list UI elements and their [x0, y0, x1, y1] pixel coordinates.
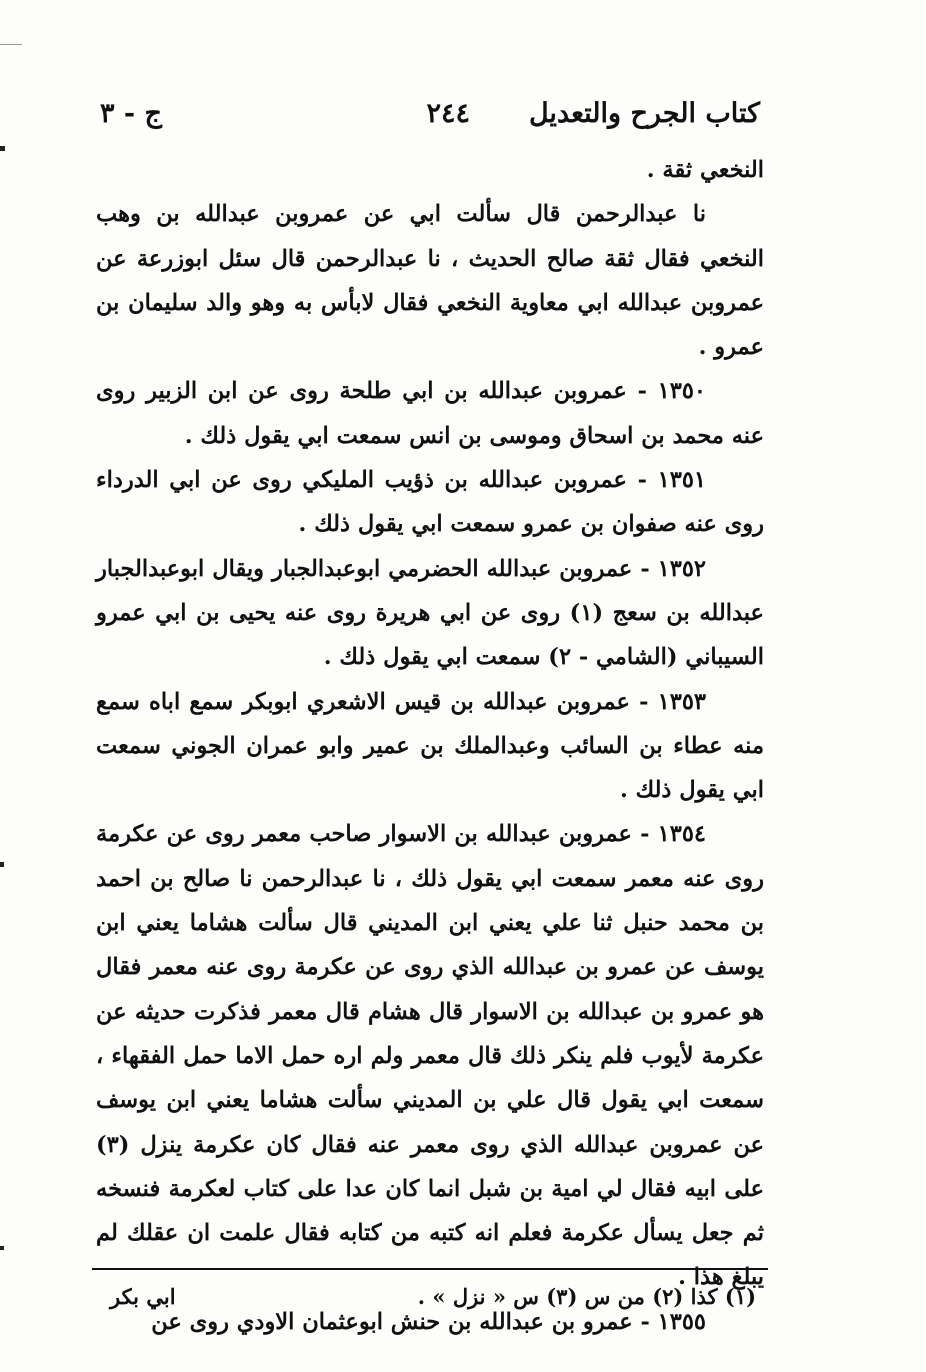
paragraph: النخعي ثقة . [646, 157, 764, 183]
page-number: ٢٤٤ [426, 98, 470, 129]
entry-1355: ١٣٥٥ - عمرو بن عبدالله بن حنش ابوعثمان الاودي روى عن [151, 1308, 706, 1335]
entry-1351: ١٣٥١ - عمروبن عبدالله بن ذؤيب المليكي روى عن ابي الدرداء روى عنه صفوان بن عمرو سمعت ابي يقول ذلك . [96, 467, 764, 538]
entry-1353: ١٣٥٣ - عمروبن عبدالله بن قيس الاشعري ابوبكر سمع اباه سمع منه عطاء بن السائب وعبدالملك بن عمير وابو عمران الجوني سمعت ابي يقول ذلك . [96, 688, 764, 804]
scan-speck [0, 862, 4, 867]
book-title: كتاب الجرح والتعديل [528, 98, 760, 129]
page-header [100, 98, 760, 144]
entry-1352: ١٣٥٢ - عمروبن عبدالله الحضرمي ابوعبدالجبار ويقال ابوعبدالجبار عبدالله بن سعج (١) روى عن ابي هريرة روى عنه يحيى بن ابي عمرو السيباني (الشامي - ٢) سمعت ابي يقول ذلك . [96, 555, 764, 671]
volume-label: ج - ٣ [100, 98, 162, 129]
scan-speck [0, 146, 5, 151]
scan-edge-mark [0, 44, 22, 45]
entry-1354: ١٣٥٤ - عمروبن عبدالله بن الاسوار صاحب معمر روى عن عكرمة روى عنه معمر سمعت ابي يقول ذلك ، نا عبدالرحمن نا صالح بن احمد بن محمد حنبل ثنا علي يعني ابن المديني قال سألت هشاما يعني ابن يوسف عن عمرو بن عبدالله الذي روى عن عكرمة روى عنه معمر فقال هو عمرو بن عبدالله بن الاسوار قال هشام قال معمر فذكرت حديثه عن عكرمة لأيوب فلم ينكر ذلك قال معمر ولم اره حمل الاما حمل الفقهاء ، سمعت ابي يقول قال علي بن المديني سألت هشاما يعني ابن يوسف عن عمروبن عبدالله الذي روى معمر عنه فقال كان عكرمة ينزل (٣) على ابيه فقال لي امية بن شبل انما كان عدا على كتاب لعكرمة فنسخه ثم جعل يسأل عكرمة فعلم انه كتبه من كتابه فقال علمت ان عقلك لم يبلغ هذا . [96, 821, 764, 1291]
footnote-text: (١) كذا (٢) من س (٣) س « نزل » . [417, 1284, 756, 1309]
paragraph: نا عبدالرحمن قال سألت ابي عن عمروبن عبدالله بن وهب النخعي فقال ثقة صالح الحديث ، نا عبدالرحمن قال سئل ابوزرعة عن عمروبن عبدالله ابي معاوية النخعي فقال لابأس به وهو والد سليمان بن عمرو . [96, 201, 764, 361]
catchword: ابي بكر [110, 1284, 176, 1309]
scan-speck [0, 1246, 4, 1250]
body-text [96, 148, 764, 1344]
entry-1350: ١٣٥٠ - عمروبن عبدالله بن ابي طلحة روى عن ابن الزبير روى عنه محمد بن اسحاق وموسى بن انس سمعت ابي يقول ذلك . [96, 378, 764, 449]
footnote-divider [92, 1268, 768, 1270]
